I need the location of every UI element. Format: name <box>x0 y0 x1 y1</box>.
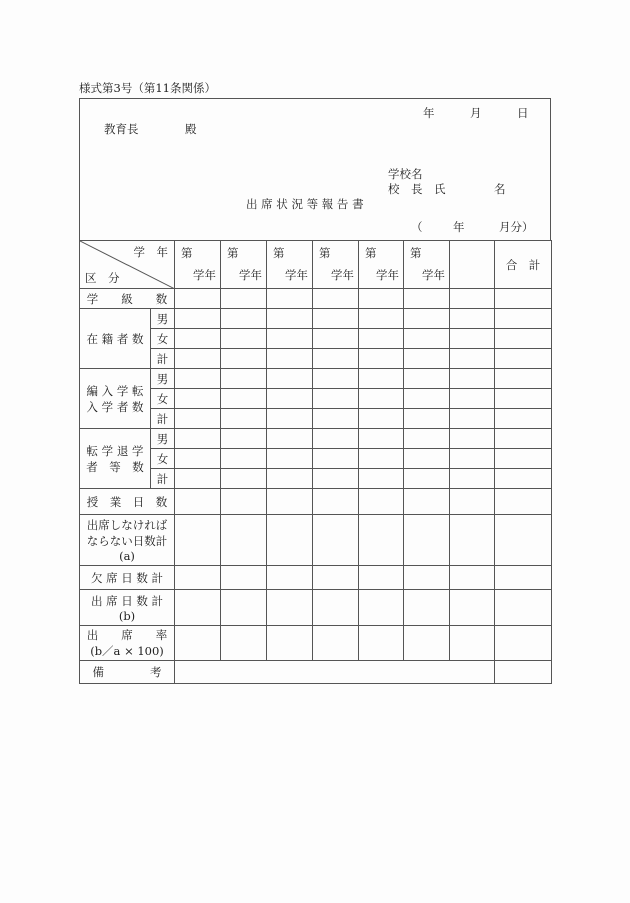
period-open: （ <box>411 220 423 234</box>
row-label-required-days <box>80 515 175 566</box>
data-cell[interactable] <box>495 369 552 389</box>
sub-sum: 計 <box>151 409 175 429</box>
data-cell[interactable] <box>404 309 450 329</box>
data-cell[interactable] <box>221 515 267 566</box>
data-cell[interactable] <box>313 349 359 369</box>
data-cell[interactable] <box>313 449 359 469</box>
data-cell[interactable] <box>495 389 552 409</box>
data-cell[interactable] <box>267 409 313 429</box>
data-cell[interactable] <box>359 566 404 590</box>
data-cell[interactable] <box>450 626 495 661</box>
data-cell[interactable] <box>175 369 221 389</box>
sub-sum: 計 <box>151 469 175 489</box>
data-cell[interactable] <box>450 369 495 389</box>
data-cell[interactable] <box>267 515 313 566</box>
row-label-remarks: 備 考 <box>80 661 175 684</box>
data-cell[interactable] <box>267 566 313 590</box>
label-line: 入 学 者 数 <box>86 399 144 414</box>
row-label-school-days: 授 業 日 数 <box>80 489 175 515</box>
data-cell[interactable] <box>221 289 267 309</box>
data-cell[interactable] <box>404 449 450 469</box>
principal-name-suffix: 名 <box>494 182 506 196</box>
data-cell[interactable] <box>359 289 404 309</box>
data-cell[interactable] <box>495 429 552 449</box>
data-cell[interactable] <box>221 449 267 469</box>
data-cell[interactable] <box>450 309 495 329</box>
grade-header <box>175 241 221 289</box>
label-line: (a) <box>119 549 135 563</box>
data-cell[interactable] <box>175 289 221 309</box>
data-cell[interactable] <box>313 566 359 590</box>
label-line: ならない日数計 <box>86 534 168 548</box>
data-cell[interactable] <box>359 309 404 329</box>
data-cell[interactable] <box>221 329 267 349</box>
data-cell[interactable] <box>313 626 359 661</box>
data-cell[interactable] <box>175 309 221 329</box>
data-cell[interactable] <box>450 329 495 349</box>
grade-prefix: 第 <box>273 246 285 260</box>
data-cell[interactable] <box>267 389 313 409</box>
data-cell[interactable] <box>175 329 221 349</box>
row-label-attendance-rate <box>80 626 175 661</box>
data-cell[interactable] <box>450 349 495 369</box>
data-cell[interactable] <box>221 369 267 389</box>
data-cell[interactable] <box>450 566 495 590</box>
data-cell[interactable] <box>450 489 495 515</box>
data-cell[interactable] <box>450 389 495 409</box>
grade-suffix: 学年 <box>239 268 262 282</box>
period-month: 月分） <box>499 220 534 234</box>
date-day: 日 <box>517 106 529 120</box>
data-cell[interactable] <box>313 289 359 309</box>
grade-header <box>221 241 267 289</box>
data-cell[interactable] <box>267 590 313 626</box>
data-cell[interactable] <box>313 590 359 626</box>
data-cell[interactable] <box>450 469 495 489</box>
data-cell[interactable] <box>404 409 450 429</box>
form-number: 様式第3号（第11条関係） <box>79 81 216 95</box>
sub-female: 女 <box>151 449 175 469</box>
data-cell[interactable] <box>267 329 313 349</box>
data-cell[interactable] <box>495 349 552 369</box>
blank-header <box>450 241 495 289</box>
document-title: 出 席 状 況 等 報 告 書 <box>246 197 364 211</box>
data-cell[interactable] <box>221 469 267 489</box>
data-cell[interactable] <box>359 626 404 661</box>
data-cell[interactable] <box>495 449 552 469</box>
data-cell[interactable] <box>313 429 359 449</box>
data-cell[interactable] <box>175 515 221 566</box>
data-cell[interactable] <box>495 469 552 489</box>
row-label-classes: 学 級 数 <box>80 289 175 309</box>
grade-prefix: 第 <box>181 246 193 260</box>
row-label-transfer-out <box>80 429 151 489</box>
label-line: 出 席 率 <box>86 628 168 642</box>
data-cell[interactable] <box>175 349 221 369</box>
grade-suffix: 学年 <box>285 268 308 282</box>
grade-prefix: 第 <box>227 246 239 260</box>
corner-cell <box>80 241 175 289</box>
label-line: 出 席 日 数 計 <box>90 593 164 608</box>
data-cell[interactable] <box>359 349 404 369</box>
data-cell[interactable] <box>495 289 552 309</box>
data-cell[interactable] <box>175 409 221 429</box>
data-cell[interactable] <box>175 429 221 449</box>
data-cell[interactable] <box>450 515 495 566</box>
data-cell[interactable] <box>495 515 552 566</box>
data-cell[interactable] <box>221 309 267 329</box>
grade-header <box>267 241 313 289</box>
data-cell[interactable] <box>359 389 404 409</box>
label-line: 者 等 数 <box>86 459 144 474</box>
data-cell[interactable] <box>359 329 404 349</box>
data-cell[interactable] <box>221 349 267 369</box>
data-cell[interactable] <box>495 309 552 329</box>
sub-female: 女 <box>151 329 175 349</box>
data-cell[interactable] <box>221 566 267 590</box>
grade-prefix: 第 <box>365 246 377 260</box>
sub-male: 男 <box>151 369 175 389</box>
data-cell[interactable] <box>404 566 450 590</box>
data-cell[interactable] <box>404 349 450 369</box>
data-cell[interactable] <box>495 590 552 626</box>
data-cell[interactable] <box>175 449 221 469</box>
data-cell[interactable] <box>404 389 450 409</box>
label-line: 出席しなければ <box>86 518 168 532</box>
row-label-absent-days: 欠 席 日 数 計 <box>80 566 175 590</box>
grade-header <box>313 241 359 289</box>
data-cell[interactable] <box>359 515 404 566</box>
data-cell[interactable] <box>175 626 221 661</box>
data-cell[interactable] <box>404 429 450 449</box>
data-cell[interactable] <box>267 449 313 469</box>
data-cell[interactable] <box>450 289 495 309</box>
data-cell[interactable] <box>267 469 313 489</box>
data-cell[interactable] <box>267 289 313 309</box>
label-line: 編 入 学 転 <box>86 383 144 398</box>
grade-suffix: 学年 <box>422 268 445 282</box>
data-cell[interactable] <box>404 469 450 489</box>
data-cell[interactable] <box>404 329 450 349</box>
data-cell[interactable] <box>313 369 359 389</box>
data-cell[interactable] <box>221 590 267 626</box>
data-cell[interactable] <box>267 369 313 389</box>
data-cell[interactable] <box>359 429 404 449</box>
data-cell[interactable] <box>267 489 313 515</box>
data-cell[interactable] <box>267 349 313 369</box>
grade-prefix: 第 <box>410 246 422 260</box>
data-cell[interactable] <box>404 626 450 661</box>
header-row <box>80 241 552 289</box>
total-header: 合 計 <box>495 241 552 289</box>
data-cell[interactable] <box>221 409 267 429</box>
school-name-label: 学校名 <box>388 167 423 181</box>
data-cell[interactable] <box>267 309 313 329</box>
data-cell[interactable] <box>267 429 313 449</box>
data-cell[interactable] <box>267 626 313 661</box>
data-cell[interactable] <box>313 409 359 429</box>
data-cell[interactable] <box>495 566 552 590</box>
data-cell[interactable] <box>175 389 221 409</box>
data-cell[interactable] <box>359 449 404 469</box>
data-cell[interactable] <box>175 566 221 590</box>
data-cell[interactable] <box>313 489 359 515</box>
data-cell[interactable] <box>404 590 450 626</box>
grade-suffix: 学年 <box>331 268 354 282</box>
remarks-field[interactable] <box>175 661 495 684</box>
data-cell[interactable] <box>313 329 359 349</box>
data-cell[interactable] <box>175 590 221 626</box>
data-cell[interactable] <box>313 389 359 409</box>
data-cell[interactable] <box>450 449 495 469</box>
data-cell[interactable] <box>221 626 267 661</box>
honorific: 殿 <box>185 122 197 136</box>
data-cell[interactable] <box>221 389 267 409</box>
data-cell[interactable] <box>495 329 552 349</box>
data-cell[interactable] <box>404 289 450 309</box>
row-label-attended-days <box>80 590 175 626</box>
data-cell[interactable] <box>359 469 404 489</box>
data-cell[interactable] <box>404 489 450 515</box>
data-cell[interactable] <box>313 469 359 489</box>
data-cell[interactable] <box>359 369 404 389</box>
sub-sum: 計 <box>151 349 175 369</box>
data-cell[interactable] <box>404 369 450 389</box>
date-month: 月 <box>470 106 482 120</box>
grade-suffix: 学年 <box>376 268 399 282</box>
data-cell[interactable] <box>359 489 404 515</box>
data-cell[interactable] <box>495 626 552 661</box>
sub-female: 女 <box>151 389 175 409</box>
grade-header <box>359 241 404 289</box>
data-cell[interactable] <box>404 515 450 566</box>
data-cell[interactable] <box>221 489 267 515</box>
data-cell[interactable] <box>450 409 495 429</box>
label-line: (b) <box>118 608 136 623</box>
data-cell[interactable] <box>450 590 495 626</box>
row-label-enrolled: 在 籍 者 数 <box>80 309 151 369</box>
data-cell[interactable] <box>359 590 404 626</box>
data-cell[interactable] <box>175 469 221 489</box>
grade-prefix: 第 <box>319 246 331 260</box>
corner-category-label: 区 分 <box>85 271 120 285</box>
sub-male: 男 <box>151 309 175 329</box>
data-cell[interactable] <box>175 489 221 515</box>
data-cell[interactable] <box>313 515 359 566</box>
remarks-total-field[interactable] <box>495 661 552 684</box>
principal-label: 校 長 氏 <box>388 182 446 196</box>
attendance-table <box>79 240 552 684</box>
data-cell[interactable] <box>359 409 404 429</box>
data-cell[interactable] <box>495 489 552 515</box>
period-year: 年 <box>453 220 465 234</box>
data-cell[interactable] <box>313 309 359 329</box>
label-line: 転 学 退 学 <box>86 443 144 458</box>
sub-male: 男 <box>151 429 175 449</box>
addressee: 教育長 <box>104 122 139 136</box>
data-cell[interactable] <box>221 429 267 449</box>
grade-suffix: 学年 <box>193 268 216 282</box>
grade-header <box>404 241 450 289</box>
row-label-transfer-in <box>80 369 151 429</box>
corner-grade-label: 学 年 <box>133 245 168 259</box>
date-year: 年 <box>423 106 435 120</box>
data-cell[interactable] <box>495 409 552 429</box>
data-cell[interactable] <box>450 429 495 449</box>
label-line: (b／a × 100) <box>90 644 164 658</box>
